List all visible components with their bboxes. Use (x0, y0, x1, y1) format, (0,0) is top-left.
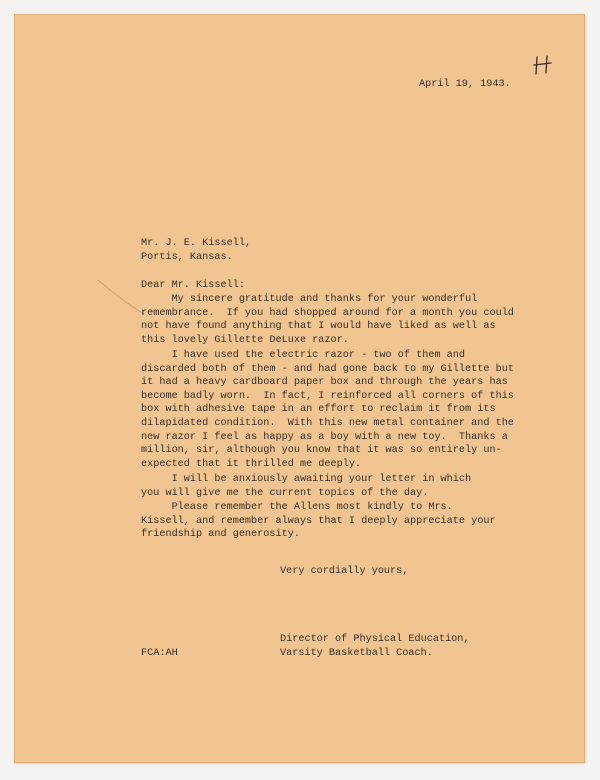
paragraph-line: become badly worn. In fact, I reinforced all corners of this (141, 390, 514, 402)
handwritten-h-mark (532, 54, 554, 76)
signature-title-line: Director of Physical Education, (280, 634, 470, 645)
body-paragraph-3 (141, 473, 471, 500)
paragraph-line: dilapidated condition. With this new metal container and the (141, 417, 514, 429)
paper-crease-mark (96, 276, 146, 318)
letter-date: April 19, 1943. (419, 79, 511, 90)
paragraph-line: discarded both of them - and had gone back to my Gillette but (141, 363, 514, 375)
paragraph-line: expected that it thrilled me deeply. (141, 458, 362, 470)
paragraph-line: it had a heavy cardboard paper box and through the years has (141, 377, 508, 389)
salutation: Dear Mr. Kissell: (141, 280, 245, 291)
body-paragraph-2 (141, 349, 514, 471)
paragraph-line: Please remember the Allens most kindly to Mrs. (141, 502, 453, 513)
paragraph-line: Kissell, and remember always that I deeply appreciate your (141, 515, 496, 527)
recipient-location: Portis, Kansas. (141, 252, 233, 263)
paragraph-line: million, sir, although you know that it was so entirely un- (141, 445, 502, 457)
body-paragraph-1 (141, 293, 514, 347)
signature-title-line: Varsity Basketball Coach. (280, 647, 433, 659)
complimentary-closing: Very cordially yours, (280, 566, 409, 577)
paragraph-line: remembrance. If you had shopped around for a month you could (141, 307, 514, 319)
paragraph-line: this lovely Gillette DeLuxe razor. (141, 334, 349, 346)
paragraph-line: My sincere gratitude and thanks for your wonderful (141, 294, 478, 305)
paragraph-line: new razor I feel as happy as a boy with a new toy. Thanks a (141, 431, 508, 443)
paragraph-line: friendship and generosity. (141, 529, 300, 541)
paragraph-line: I will be anxiously awaiting your letter in which (141, 474, 472, 485)
paragraph-line: not have found anything that I would have liked as well as (141, 321, 496, 333)
paragraph-line: box with adhesive tape in an effort to reclaim it from its (141, 404, 496, 416)
paragraph-line: you will give me the current topics of the day. (141, 487, 429, 499)
paragraph-line: I have used the electric razor - two of them and (141, 350, 466, 361)
reference-initials: FCA:AH (141, 648, 178, 659)
body-paragraph-4 (141, 501, 496, 542)
recipient-name: Mr. J. E. Kissell, (141, 238, 252, 249)
signature-block (280, 633, 470, 660)
letter-page (14, 14, 585, 763)
